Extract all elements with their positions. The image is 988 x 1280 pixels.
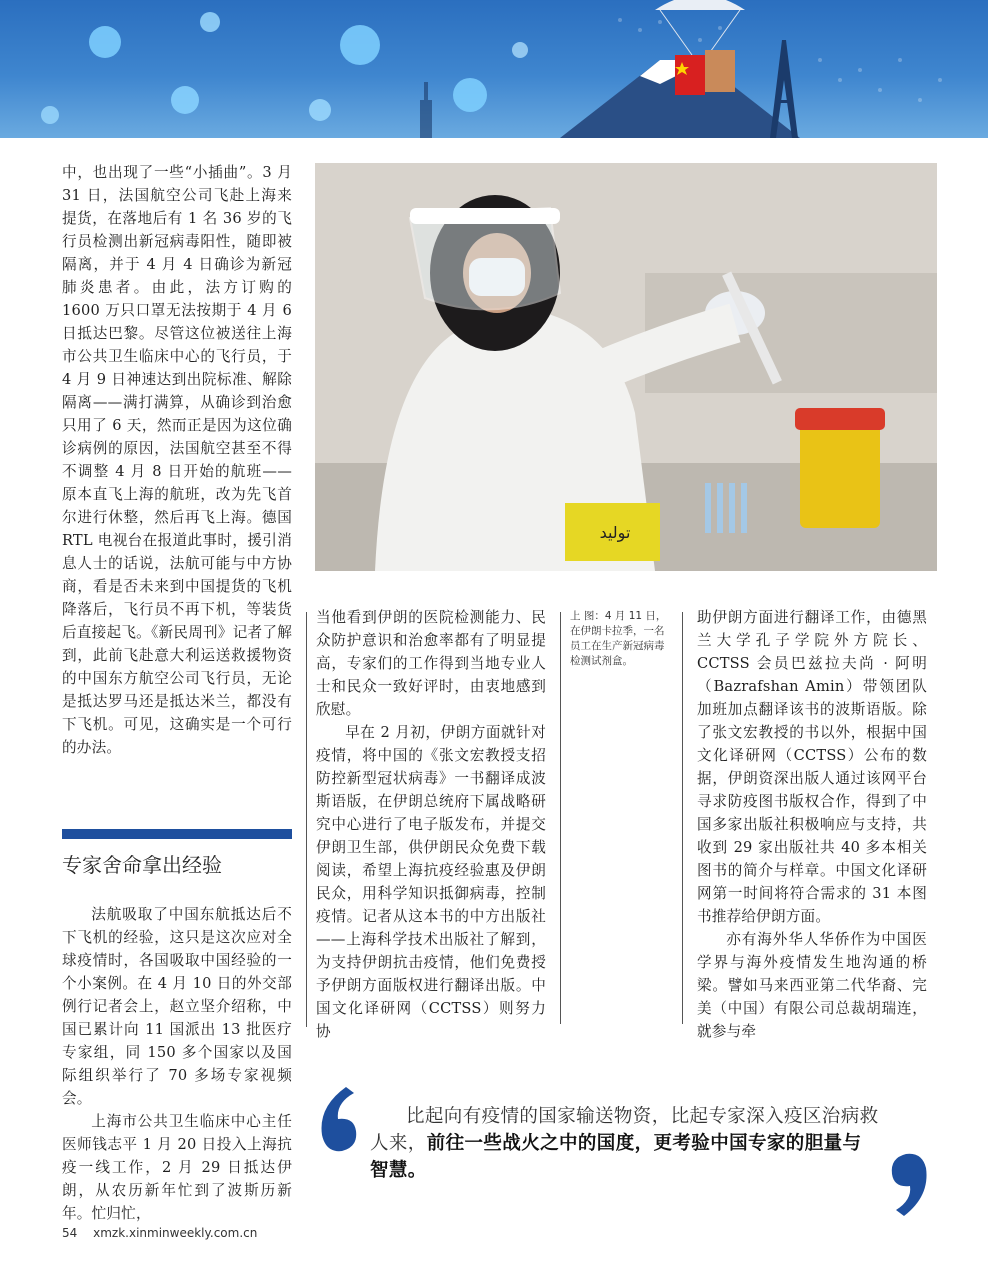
- parachute-icon: [655, 0, 745, 55]
- pull-quote-normal: 比起向有疫情的国家输送物资，比起专家深入疫区治病救人来，: [370, 1106, 879, 1154]
- page-number: 54: [62, 1226, 78, 1240]
- yellow-waste-bin: [795, 408, 885, 528]
- website-url: xmzk.xinminweekly.com.cn: [93, 1226, 258, 1240]
- column-3-text: [697, 606, 927, 1043]
- paragraph: 亦有海外华人华侨作为中国医学界与海外疫情发生地沟通的桥梁。譬如马来西亚第二代华裔、完美（中国）有限公司总裁胡瑞连，就参与牵: [697, 931, 927, 1040]
- section-divider-bar: [62, 829, 292, 839]
- china-flag-icon: [675, 50, 735, 95]
- column-divider: [306, 612, 307, 1027]
- column-divider: [560, 612, 561, 1024]
- photo-illustration: [315, 163, 937, 571]
- paragraph: 法航吸取了中国东航抵达后不下飞机的经验，这只是这次应对全球疫情时，各国吸取中国经验的一个小案例。在 4 月 10 日的外交部例行记者会上，赵立坚介绍称，中国已累计向 11 国派出 13 批医疗专家组，同 150 多个国家以及国际组织举行了 70 多场专家视频会。: [62, 906, 292, 1107]
- box-label: توليد: [599, 523, 631, 542]
- section-heading: 专家舍命拿出经验: [62, 853, 222, 877]
- lab-worker-photo: [315, 163, 937, 571]
- close-quote-mark-icon: [890, 1150, 930, 1218]
- pull-quote-bold: 前往一些战火之中的国度，更考验中国专家的胆量与智慧。: [370, 1133, 862, 1181]
- paragraph: 当他看到伊朗的医院检测能力、民众防护意识和治愈率都有了明显提高，专家们的工作得到当地专业人士和民众一致好评时，由衷地感到欣慰。: [316, 609, 546, 718]
- virus-icon: [41, 12, 528, 124]
- test-kit-box: [565, 503, 660, 561]
- photo-caption: 上 图：4 月 11 日，在伊朗卡拉季，一名员工在生产新冠病毒检测试剂盒。: [570, 610, 667, 667]
- column-divider: [682, 612, 683, 1024]
- paragraph: 中，也出现了一些“小插曲”。3 月 31 日，法国航空公司飞赴上海来提货，在落地后有 1 名 36 岁的飞行员检测出新冠病毒阳性，随即被隔离，并于 4 月 4 日确诊为新冠肺炎患者。由此，法方订购的 1600 万只口罩无法按期于 4 月 6 日抵达巴黎。尽管这位被送往上海市公共卫生临床中心的飞行员，于 4 月 9 日神速达到出院标准、解除隔离——满打满算，从确诊到治愈只用了 6 天，然而正是因为这位确诊病例的原因，法国航空甚至不得不调整 4 月 8 日开始的航班——原本直飞上海的航班，改为先飞首尔进行休整，然后再飞上海。德国 RTL 电视台在报道此事时，援引消息人士的话说，法航可能与中方协商，看是否未来到中国提货的飞机降落后，飞行员不再下机，等装货后直接起飞。《新民周刊》记者了解到，此前飞赴意大利运送救援物资的中国东方航空公司飞行员，无论是抵达罗马还是抵达米兰，都没有下飞机。可见，这确实是一个可行的办法。: [62, 164, 292, 756]
- paragraph: 助伊朗方面进行翻译工作，由德黑兰大学孔子学院外方院长、CCTSS 会员巴兹拉夫尚 · 阿明（Bazrafshan Amin）带领团队加班加点翻译该书的波斯语版。除了张文宏教授的书以外，根据中国文化译研网（CCTSS）公布的数据，伊朗资深出版人通过该网平台寻求防疫图书版权合作，得到了中国多家出版社积极响应与支持，共收到 29 家出版社共 40 多本相关图书的简介与样章。中国文化译研网第一时间将符合需求的 31 本图书推荐给伊朗方面。: [697, 609, 927, 925]
- eiffel-tower-icon: [770, 40, 798, 138]
- column-1-text: [62, 161, 292, 759]
- header-banner-illustration: [0, 0, 988, 138]
- pull-quote: [370, 1103, 880, 1184]
- column-1-section-text: [62, 903, 292, 1225]
- open-quote-mark-icon: [316, 1085, 360, 1155]
- statue-of-liberty-icon: [420, 82, 432, 138]
- banner-art: [0, 0, 988, 138]
- column-2-text: [316, 606, 546, 1043]
- paragraph: 早在 2 月初，伊朗方面就针对疫情，将中国的《张文宏教授支招防控新型冠状病毒》一书翻译成波斯语版，在伊朗总统府下属战略研究中心进行了电子版发布，并提交伊朗卫生部，供伊朗民众免费下载阅读，希望上海抗疫经验惠及伊朗民众，用科学知识抵御病毒，控制疫情。记者从这本书的中方出版社——上海科学技术出版社了解到，为支持伊朗抗击疫情，他们免费授予伊朗方面版权进行翻译出版。中国文化译研网（CCTSS）则努力协: [316, 724, 546, 1040]
- page-footer: [62, 1226, 269, 1240]
- paragraph: 上海市公共卫生临床中心主任医师钱志平 1 月 20 日投入上海抗疫一线工作，2 月 29 日抵达伊朗，从农历新年忙到了波斯历新年。忙归忙，: [62, 1113, 292, 1222]
